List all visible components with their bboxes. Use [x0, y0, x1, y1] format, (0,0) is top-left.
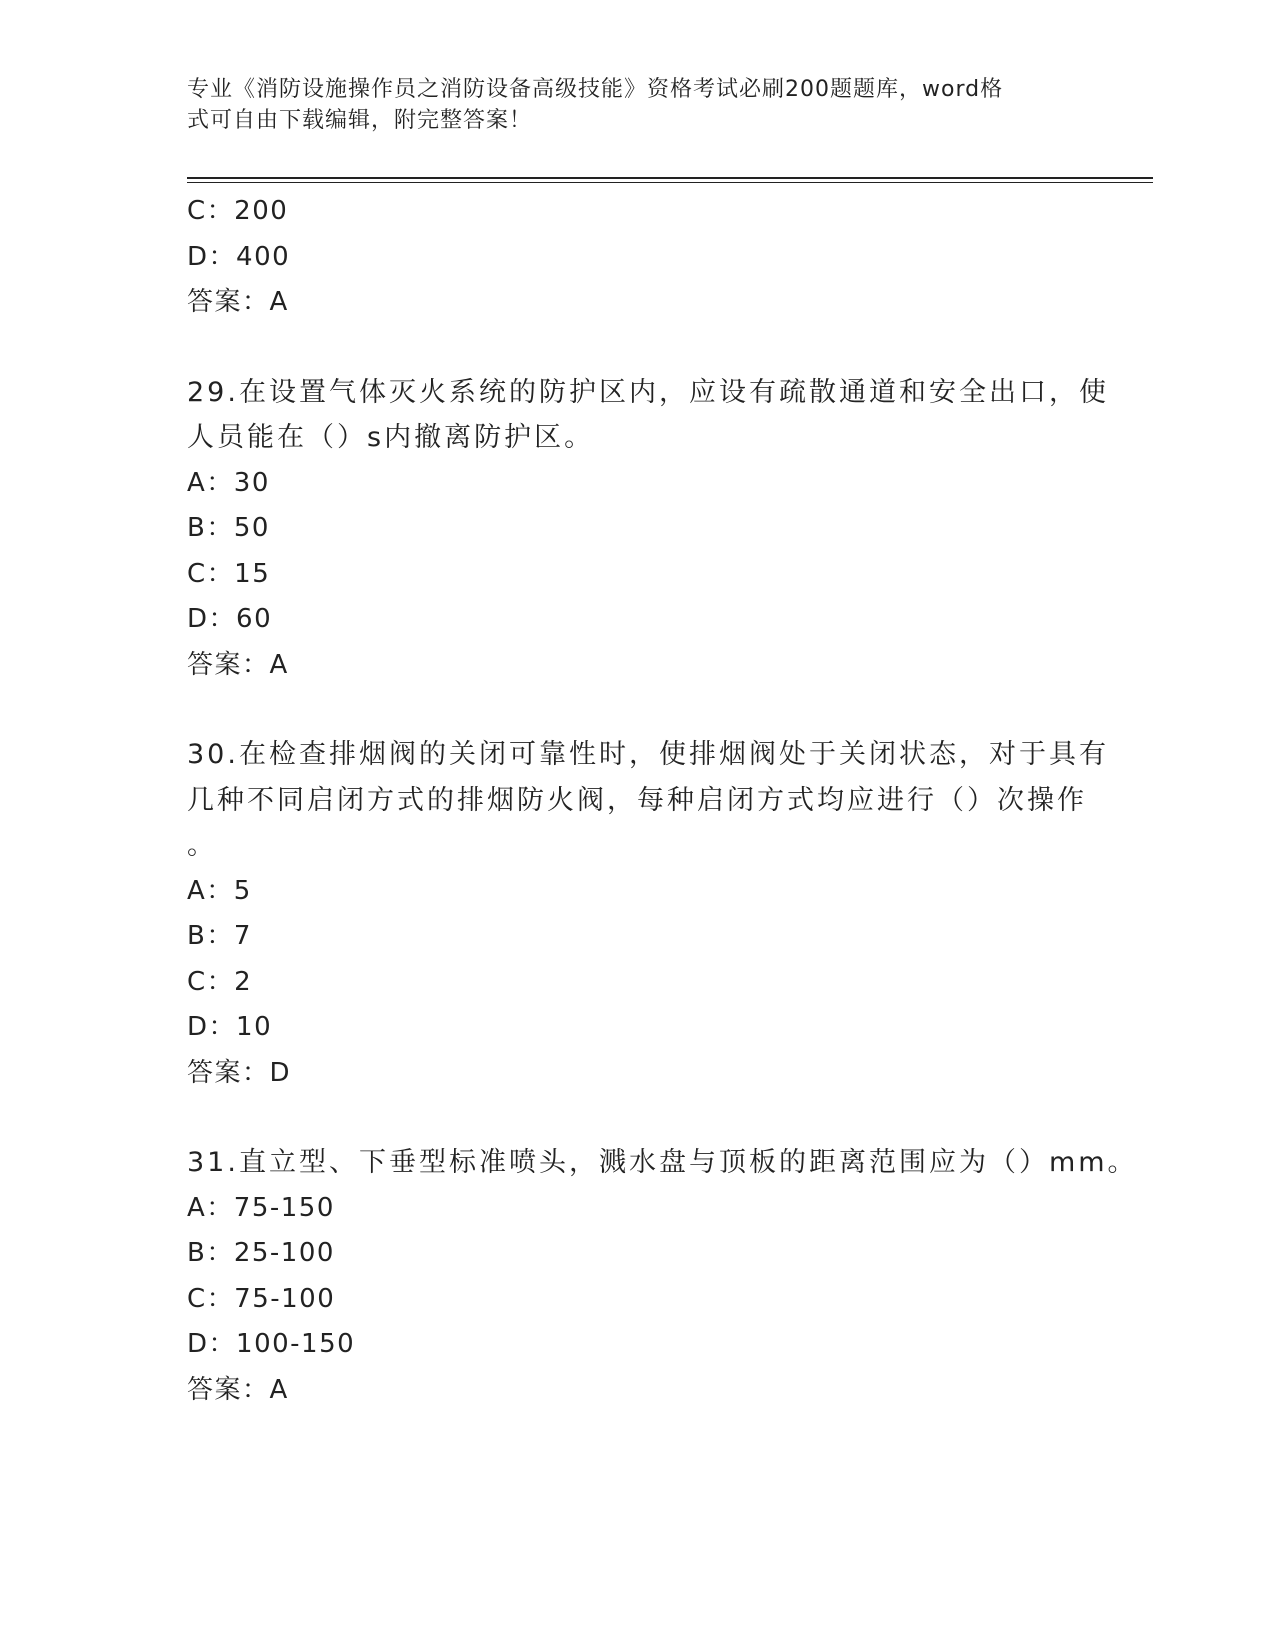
header-divider-thin	[187, 182, 1153, 183]
question-30	[187, 732, 1109, 1096]
option-d: D：400	[187, 241, 291, 272]
question-text-line: 。	[187, 830, 217, 861]
header-line-2: 式可自由下载编辑，附完整答案！	[187, 108, 533, 133]
document-header	[187, 74, 1067, 136]
answer: 答案：A	[187, 649, 289, 680]
question-text-line: 人员能在（）s内撤离防护区。	[187, 422, 595, 453]
question-text-line: 31.直立型、下垂型标准喷头，溅水盘与顶板的距离范围应为（）mm。	[187, 1147, 1138, 1178]
option-b: B：25-100	[187, 1238, 335, 1268]
header-divider-thick	[187, 177, 1153, 179]
option-d: D：60	[187, 604, 273, 634]
question-28-continuation	[187, 189, 1087, 326]
option-c: C：75-100	[187, 1283, 336, 1314]
answer: 答案：D	[187, 1057, 292, 1088]
answer: 答案：A	[187, 287, 289, 317]
answer: 答案：A	[187, 1374, 289, 1405]
option-a: A：30	[187, 467, 270, 498]
option-a: A：5	[187, 875, 252, 906]
option-b: B：50	[187, 513, 270, 543]
question-31	[187, 1140, 1138, 1413]
option-c: C：15	[187, 558, 271, 589]
option-d: D：10	[187, 1012, 273, 1042]
question-text-line: 29.在设置气体灭火系统的防护区内，应设有疏散通道和安全出口，使	[187, 376, 1109, 408]
option-c: C：2	[187, 966, 253, 997]
option-b: B：7	[187, 921, 252, 951]
option-d: D：100-150	[187, 1329, 356, 1359]
question-text-line: 几种不同启闭方式的排烟防火阀，每种启闭方式均应进行（）次操作	[187, 784, 1087, 816]
option-c: C：200	[187, 196, 289, 226]
header-line-1: 专业《消防设施操作员之消防设备高级技能》资格考试必刷200题题库，word格	[187, 77, 1004, 102]
question-text	[187, 1140, 1138, 1186]
document-body	[187, 189, 1138, 1413]
question-text	[187, 732, 1109, 869]
question-text-line: 30.在检查排烟阀的关闭可靠性时，使排烟阀处于关闭状态，对于具有	[187, 739, 1109, 770]
option-a: A：75-150	[187, 1192, 335, 1223]
question-text	[187, 370, 1109, 461]
question-29	[187, 370, 1109, 689]
